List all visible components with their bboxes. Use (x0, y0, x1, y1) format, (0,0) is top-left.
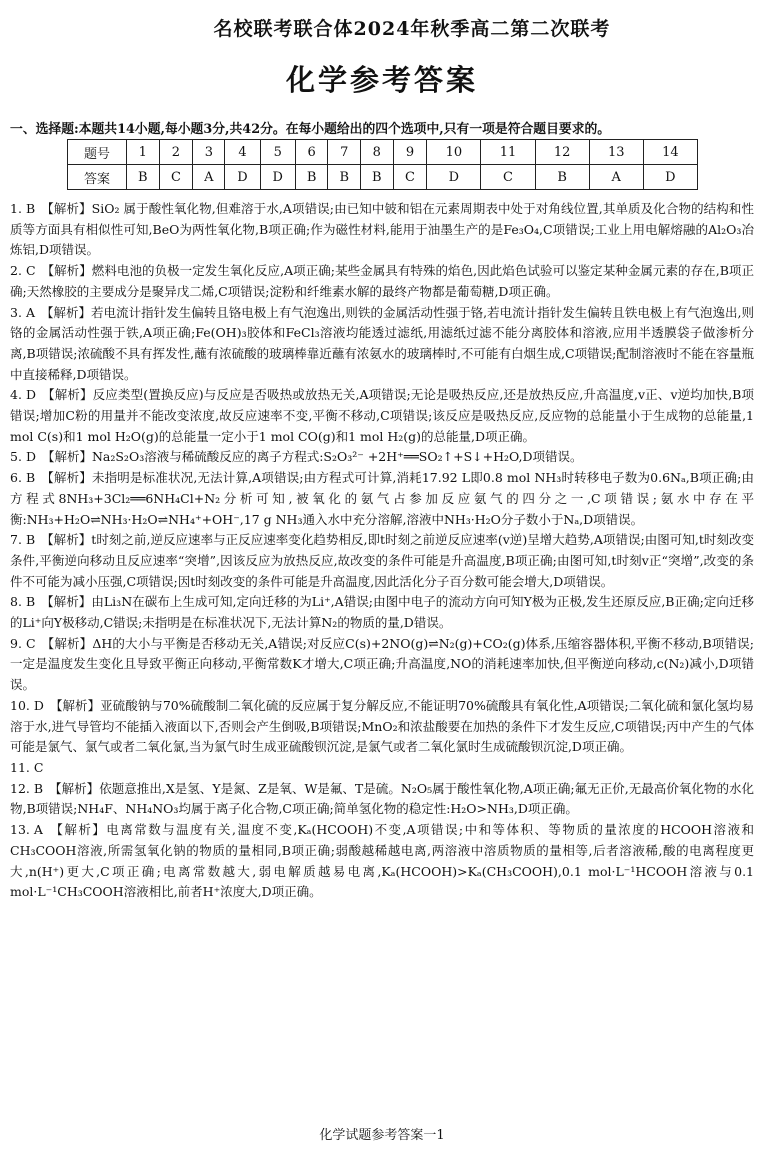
answer-cell: C (159, 165, 193, 190)
item-text: 【解析】反应类型(置换反应)与反应是否吸热或放热无关,A项错误;无论是吸热反应,还是放热反应,升高温度,v正、v逆均加快,B项错误;增加C粉的用量并不能改变浓度,故反应速率不变,平衡不移动,C项错误;该反应是吸热反应,反应物的总能量小于生成物的总能量,1 mol C(s)和1 mol H₂O(g)的总能量一定小于1 mol CO(g)和1 mol H₂(g)的总能量,D项正确。 (10, 387, 754, 444)
item-text: 【解析】电离常数与温度有关,温度不变,Kₐ(HCOOH)不变,A项错误;中和等体积、等物质的量浓度的HCOOH溶液和CH₃COOH溶液,所需氢氧化钠的物质的量相同,B项正确;弱酸越稀越电离,两溶液中溶质物质的量相等,后者溶液稀,酸的电离程度更大,n(H⁺)更大,C项正确;电离常数越大,弱电解质越易电离,Kₐ(HCOOH)>Kₐ(CH₃COOH),0.1 mol·L⁻¹HCOOH溶液与0.1 mol·L⁻¹CH₃COOH溶液相比,前者H⁺浓度大,D项正确。 (10, 822, 754, 900)
question-number: 3 (193, 140, 225, 165)
item-number: 5. (10, 449, 22, 465)
question-number: 4 (225, 140, 260, 165)
question-number: 2 (159, 140, 193, 165)
item-number: 3. (10, 304, 22, 320)
question-number: 10 (427, 140, 481, 165)
item-answer: C (25, 635, 36, 651)
item-text: 【解析】亚硫酸钠与70%硫酸制二氧化硫的反应属于复分解反应,不能证明70%硫酸具有氧化性,A项错误;二氧化硫和氯化氢均易溶于水,进气导管均不能插入液面以下,否则会产生倒吸,B项错误;MnO₂和浓盐酸要在加热的条件下才发生反应,C项错误;丙中产生的气体可能是氯气、氯气或者二氧化氯,当为氯气时生成亚硫酸钡沉淀,是氯气或者二氧化氯时生成硫酸钡沉淀,D项正确。 (10, 697, 754, 755)
explanation-item (10, 468, 754, 530)
question-number: 12 (535, 140, 589, 165)
item-number: 13. (10, 822, 30, 838)
question-number: 13 (589, 140, 643, 165)
answer-cell: B (295, 165, 328, 190)
answer-cell: C (393, 165, 427, 190)
section-heading: 一、选择题:本题共14小题,每小题3分,共42分。在每小题给出的四个选项中,只有一项是符合题目要求的。 (10, 122, 611, 137)
item-number: 1. (10, 201, 22, 216)
explanation-item (10, 779, 754, 820)
item-answer: D (25, 449, 36, 465)
item-number: 9. (10, 635, 22, 651)
item-answer: C (25, 263, 36, 279)
item-number: 6. (10, 470, 22, 486)
item-number: 7. (10, 532, 22, 548)
item-answer: B (25, 470, 36, 486)
page-footer: 化学试题参考答案一1 (319, 1128, 445, 1143)
answer-cell: B (535, 165, 589, 190)
answer-cell: B (361, 165, 394, 190)
item-number: 10. (10, 697, 30, 713)
item-text: 【解析】依题意推出,X是氢、Y是氮、Z是氧、W是氟、T是硫。N₂O₅属于酸性氧化物,A项正确;氟无正价,无最高价氧化物的水化物,B项错误;NH₄F、NH₄NO₃均属于离子化合物,C项正确;简单氢化物的稳定性:H₂O>NH₃,D项正确。 (10, 780, 754, 817)
question-number: 6 (295, 140, 328, 165)
item-answer: A (33, 822, 43, 838)
item-text: 【解析】SiO₂ 属于酸性氧化物,但难溶于水,A项错误;由已知中铍和铝在元素周期表中处于对角线位置,其单质及化合物的结构和性质等方面具有相似性可知,BeO为两性氧化物,B项正确;作为磁性材料,能用于油墨生产的是Fe₃O₄,C项错误;工业上用电解熔融的Al₂O₃冶炼铝,D项错误。 (10, 201, 754, 258)
item-number: 11. (10, 759, 30, 775)
explanation-item (10, 447, 754, 468)
explanation-item (10, 530, 754, 592)
item-number: 4. (10, 387, 22, 403)
item-answer: B (25, 201, 36, 216)
question-number: 7 (328, 140, 361, 165)
answer-cell: D (643, 165, 697, 190)
item-text: 【解析】燃料电池的负极一定发生氧化反应,A项正确;某些金属具有特殊的焰色,因此焰色试验可以鉴定某种金属元素的存在,B项正确;天然橡胶的主要成分是聚异戊二烯,C项错误;淀粉和纤维素水解的最终产物都是葡萄糖,D项正确。 (10, 263, 754, 299)
item-answer: B (25, 532, 36, 548)
item-answer: C (33, 759, 44, 775)
question-number: 5 (260, 140, 295, 165)
row-label-answer: 答案 (68, 165, 127, 190)
item-text: 【解析】Na₂S₂O₃溶液与稀硫酸反应的离子方程式:S₂O₃²⁻ +2H⁺══SO₂↑+S↓+H₂O,D项错误。 (41, 449, 583, 465)
answer-table-answer-row (68, 165, 698, 190)
answer-cell: A (589, 165, 643, 190)
answer-cell: C (481, 165, 535, 190)
item-answer: D (25, 387, 36, 403)
answer-table (67, 139, 698, 190)
row-label-number: 题号 (68, 140, 127, 165)
explanation-item (10, 634, 754, 696)
explanation-item (10, 261, 754, 302)
explanation-item (10, 199, 754, 261)
answer-cell: B (127, 165, 160, 190)
item-text: 【解析】若电流计指针发生偏转且铬电极上有气泡逸出,则铁的金属活动性强于铬,若电流计指针发生偏转且铁电极上有气泡逸出,则铬的金属活动性强于铁,A项正确;Fe(OH)₃胶体和FeCl₃溶液均能透过滤纸,用滤纸过滤不能分离胶体和溶液,应用半透膜袋子做渗析分离,B项错误;浓硫酸不具有挥发性,蘸有浓硫酸的玻璃棒靠近蘸有浓氨水的玻璃棒时,不可能有白烟生成,C项错误;配制溶液时不能在容量瓶中直接稀释,D项错误。 (10, 304, 754, 382)
item-number: 12. (10, 780, 30, 796)
answer-cell: D (225, 165, 260, 190)
question-number: 9 (393, 140, 427, 165)
answer-cell: D (427, 165, 481, 190)
item-answer: A (25, 304, 35, 320)
item-number: 2. (10, 263, 22, 279)
item-text: 【解析】ΔH的大小与平衡是否移动无关,A错误;对反应C(s)+2NO(g)⇌N₂(g)+CO₂(g)体系,压缩容器体积,平衡不移动,B项错误;一定是温度发生变化且导致平衡正向移动,平衡常数K才增大,C项正确;升高温度,NO的消耗速率加快,但平衡逆向移动,c(N₂)减小,D项错误。 (10, 635, 754, 693)
item-answer: D (33, 697, 44, 713)
item-answer: B (25, 594, 36, 610)
explanation-item (10, 820, 754, 903)
answer-cell: A (193, 165, 225, 190)
item-text: 【解析】未指明是标准状况,无法计算,A项错误;由方程式可计算,消耗17.92 L即0.8 mol NH₃时转移电子数为0.6Nₐ,B项正确;由方程式8NH₃+3Cl₂══6NH₄Cl+N₂分析可知,被氧化的氨气占参加反应氨气的四分之一,C项错误;氨水中存在平衡:NH₃+H₂O⇌NH₃·H₂O⇌NH₄⁺+OH⁻,17 g NH₃通入水中充分溶解,溶液中NH₃·H₂O分子数小于Nₐ,D项错误。 (10, 470, 754, 527)
question-number: 14 (643, 140, 697, 165)
item-answer: B (33, 780, 44, 796)
question-number: 11 (481, 140, 535, 165)
answer-cell: D (260, 165, 295, 190)
page-title: 化学参考答案 (285, 63, 478, 97)
answer-cell: B (328, 165, 361, 190)
explanation-item (10, 696, 754, 758)
explanation-list (10, 199, 754, 903)
explanation-item (10, 303, 754, 386)
explanation-item (10, 592, 754, 633)
question-number: 1 (127, 140, 160, 165)
answer-table-number-row (68, 140, 698, 165)
item-number: 8. (10, 594, 22, 610)
explanation-item (10, 385, 754, 447)
item-text: 【解析】t时刻之前,逆反应速率与正反应速率变化趋势相反,即t时刻之前逆反应速率(v逆)呈增大趋势,A项错误;由图可知,t时刻改变条件,平衡逆向移动且反应速率“突增”,因该反应为放热反应,故改变的条件可能是升高温度,B项正确;由图可知,t时刻v正“突增”,改变的条件不可能为减小压强,C项错误;因t时刻改变的条件可能是升高温度,因此活化分子百分数可能会增大,D项错误。 (10, 532, 754, 589)
exam-header: 名校联考联合体2024年秋季高二第二次联考 (213, 18, 611, 40)
item-text: 【解析】由Li₃N在碳布上生成可知,定向迁移的为Li⁺,A错误;由图中电子的流动方向可知Y极为正极,发生还原反应,B正确;定向迁移的Li⁺向Y极移动,C错误;未指明是在标准状况下,无法计算N₂的物质的量,D错误。 (10, 594, 754, 631)
question-number: 8 (361, 140, 394, 165)
explanation-item (10, 758, 754, 779)
